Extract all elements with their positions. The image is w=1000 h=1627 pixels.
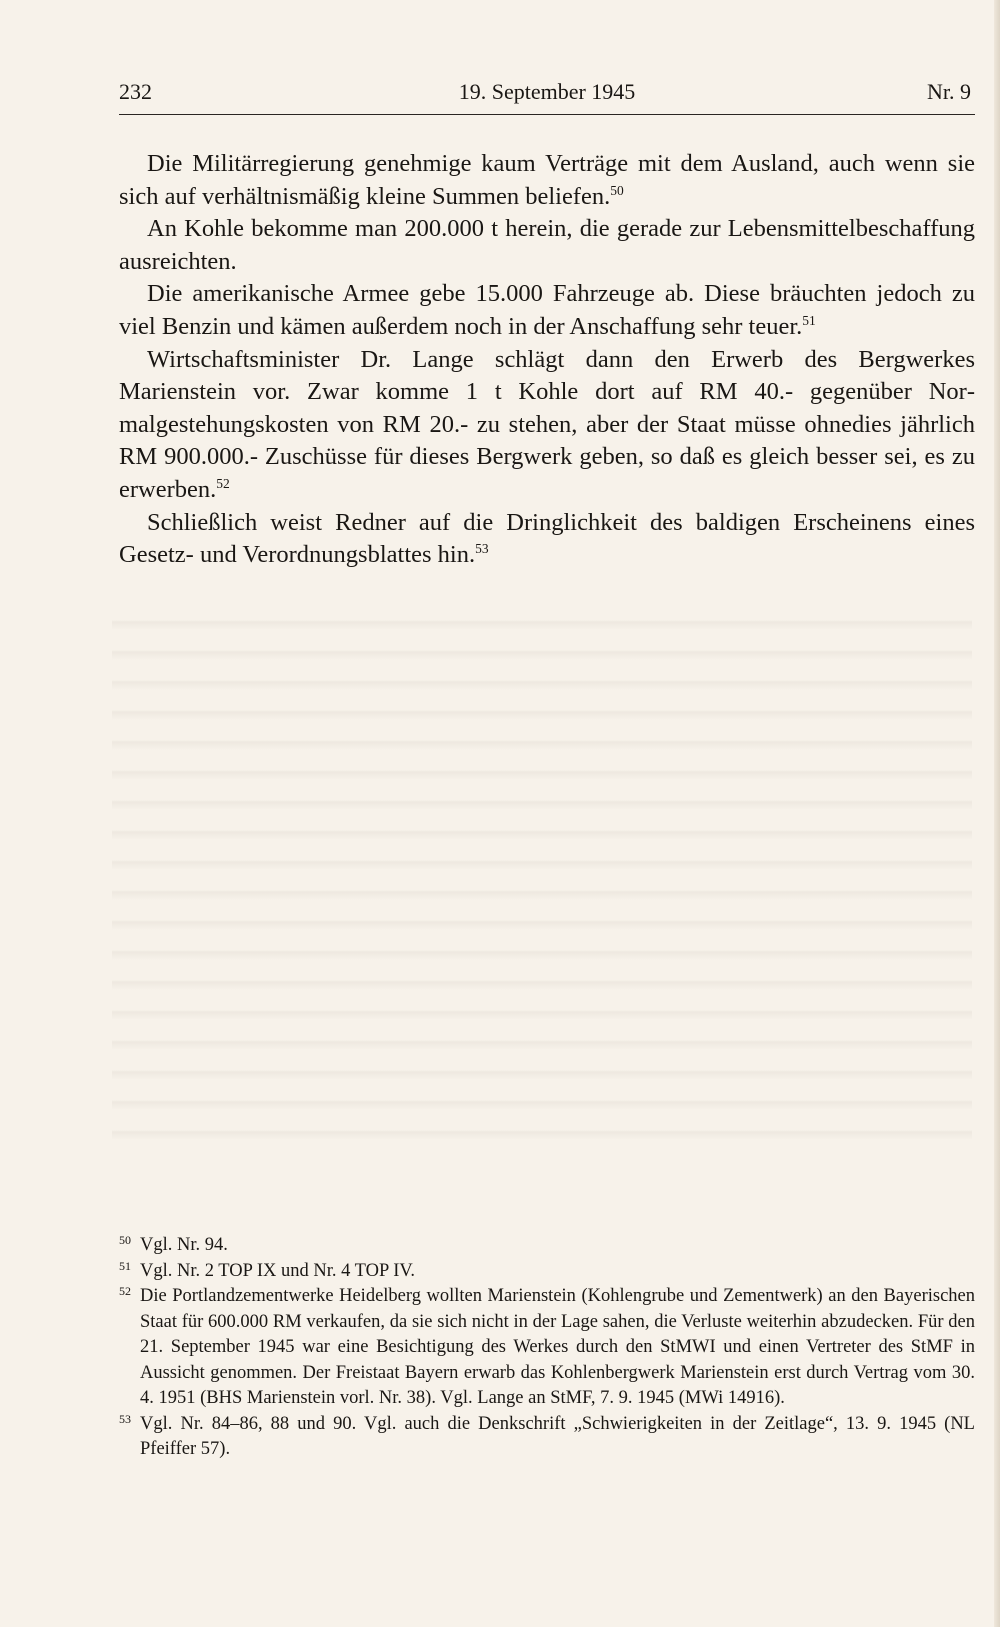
- paragraph: [119, 344, 975, 507]
- footnote-text: Vgl. Nr. 94.: [140, 1235, 228, 1255]
- footnote-number: 53: [119, 1411, 131, 1426]
- footnote-number: 50: [119, 1233, 131, 1247]
- document-number: Nr. 9: [927, 79, 971, 104]
- running-head: [119, 74, 975, 115]
- body-text: [119, 148, 975, 572]
- paragraph: [119, 213, 975, 278]
- paragraph-text: Die Militärregierung genehmige kaum Verträge mit dem Ausland, auch wenn sie sich auf verhältnismäßig kleine Summen beliefen.: [119, 150, 975, 210]
- footnotes: [119, 1233, 975, 1463]
- footnote-ref[interactable]: 53: [475, 540, 489, 556]
- page-edge: [994, 0, 1000, 1627]
- footnote-number: 51: [119, 1258, 131, 1273]
- paragraph-text: Schließlich weist Redner auf die Dringlichkeit des baldigen Erscheinens eines Gesetz- und Verordnungsblattes hin.: [119, 508, 975, 569]
- paragraph-text: An Kohle bekomme man 200.000 t herein, die gerade zur Lebensmittelbeschaffung ausreichten.: [119, 215, 975, 275]
- footnote-ref[interactable]: 52: [216, 475, 230, 491]
- footnote-text: Die Portlandzementwerke Heidelberg wollten Marienstein (Kohlengrube und Zementwerk) an den Bayerischen Staat für 600.000 RM verkaufen, da sie sich nicht in der Lage sahen, die Verluste weiterhin abzudecken. Für den 21. September 1945 war eine Besichtigung des Werkes durch den StMWI und einen Vertreter des StMF in Aussicht genommen. Der Freistaat Bayern erwarb das Kohlenbergwerk Marienstein erst durch Vertrag vom 30. 4. 1951 (BHS Marienstein vorl. Nr. 38). Vgl. Lange an StMF, 7. 9. 1945 (MWi 14916).: [140, 1286, 975, 1408]
- paragraph: [119, 278, 975, 343]
- paragraph-text: Die amerikanische Armee gebe 15.000 Fahrzeuge ab. Diese bräuchten jedoch zu viel Benzin und kämen außerdem noch in der Anschaffung sehr teuer.: [119, 280, 975, 340]
- footnote-number: 52: [119, 1284, 131, 1298]
- footnote: [119, 1284, 975, 1412]
- footnote-ref[interactable]: 51: [802, 312, 816, 328]
- footnote-text: Vgl. Nr. 84–86, 88 und 90. Vgl. auch die Denkschrift „Schwierigkeiten in der Zeitlage“, 13. 9. 1945 (NL Pfeiffer 57).: [140, 1413, 975, 1459]
- footnote: [119, 1412, 975, 1463]
- paragraph: [119, 148, 975, 213]
- page-number: 232: [119, 79, 152, 104]
- show-through-shadow: [112, 600, 972, 1160]
- paragraph-text: Wirtschaftsminister Dr. Lange schlägt dann den Erwerb des Bergwerkes Marienstein vor. Zwar komme 1 t Kohle dort auf RM 40.- gegenüber Normalgestehungskosten von RM 20.- zu stehen, aber der Staat müsse ohnedies jährlich RM 900.000.- Zuschüsse für dieses Bergwerk geben, so daß es gleich besser sei, es zu erwerben.: [119, 345, 975, 503]
- header-date: 19. September 1945: [458, 79, 636, 104]
- footnote-text: Vgl. Nr. 2 TOP IX und Nr. 4 TOP IV.: [140, 1260, 415, 1281]
- footnote: [119, 1259, 975, 1285]
- footnote-ref[interactable]: 50: [610, 182, 624, 198]
- footnote: [119, 1233, 975, 1259]
- paragraph: [119, 507, 975, 572]
